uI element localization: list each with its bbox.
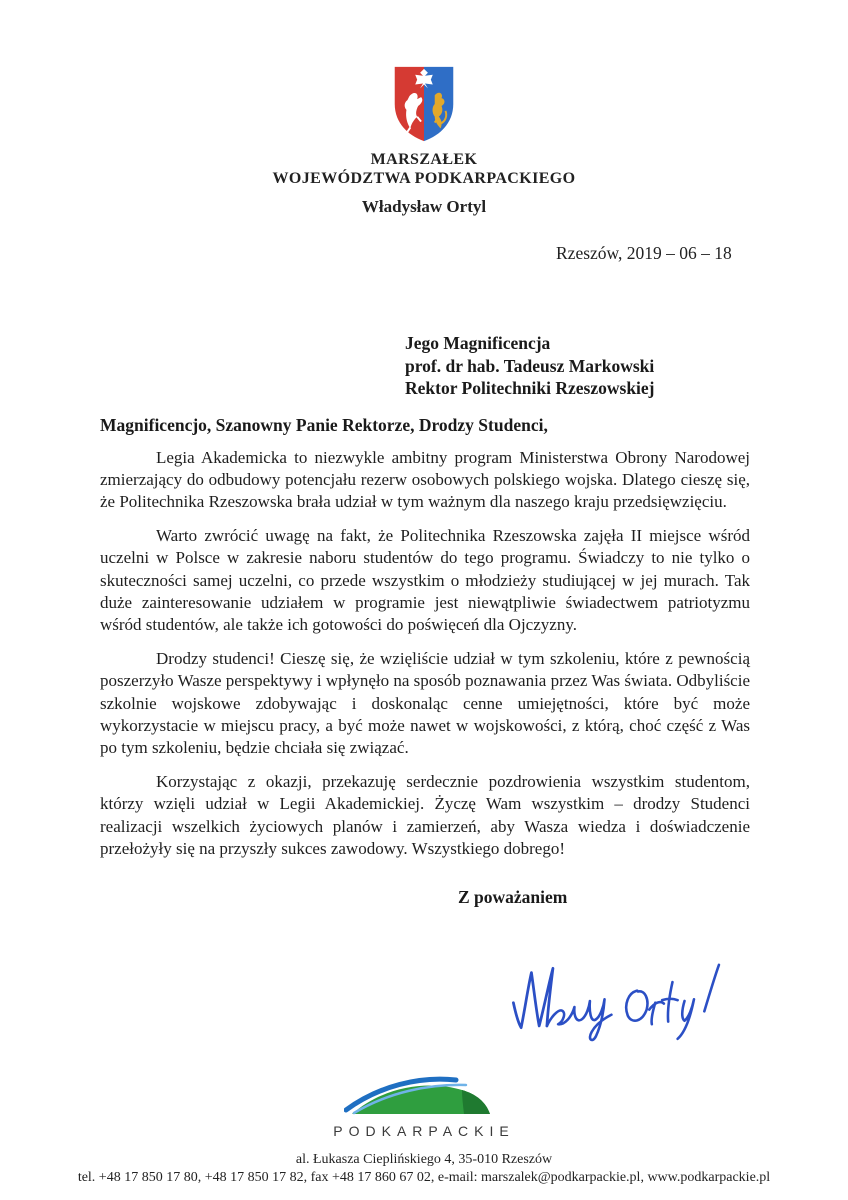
addressee-line2: prof. dr hab. Tadeusz Markowski	[405, 355, 655, 376]
letterhead-office-line2: WOJEWÓDZTWA PODKARPACKIEGO	[272, 170, 576, 187]
signature-stroke-ladyslaw	[547, 1000, 612, 1041]
addressee-block	[405, 332, 848, 400]
salutation: Magnificencjo, Szanowny Panie Rektorze, Drodzy Studenci,	[100, 414, 548, 435]
signature-stroke-ort	[626, 991, 664, 1025]
footer-address: al. Łukasza Cieplińskiego 4, 35-010 Rzeszów	[295, 1152, 553, 1168]
paragraph-1: Legia Akademicka to niezwykle ambitny program Ministerstwa Obrony Narodowej zmierzający do odbudowy potencjału rezerw osobowych polskiego wojska. Dlatego cieszę się, że Politechnika Rzeszowska brała udział w tym ważnym dla naszego kraju przedsięwzięciu.	[100, 447, 750, 512]
closing-phrase: Z poważaniem	[458, 887, 568, 908]
addressee-line1: Jego Magnificencja	[405, 333, 551, 353]
footer-logo-block	[0, 1072, 848, 1139]
addressee-line3: Rektor Politechniki Rzeszowskiej	[405, 378, 655, 398]
letterhead-marshal-name: Władysław Ortyl	[361, 197, 487, 216]
paragraph-4: Korzystając z okazji, przekazuję serdecznie pozdrowienia wszystkim studentom, którzy wzięli udział w Legii Akademickiej. Życzę Wam wszystkim – drodzy Studenci realizacji wszelkich życiowych planów i zamierzeń, aby Wasza wiedza i doświadczenie przełożyły się na przyszły sukces zawodowy. Wszystkiego dobrego!	[100, 771, 750, 858]
footer-brand-text: PODKARPACKIE	[333, 1123, 515, 1140]
date-row	[0, 243, 848, 264]
signature-block	[488, 958, 750, 1046]
letterhead	[0, 0, 848, 217]
logo-hill-shadow	[462, 1090, 490, 1114]
podkarpackie-logo-icon	[344, 1072, 504, 1122]
signature-stroke-yl-flourish	[662, 965, 719, 1039]
letterhead-office-line1: MARSZAŁEK	[370, 151, 478, 168]
paragraph-2: Warto zwrócić uwagę na fakt, że Politechnika Rzeszowska zajęła II miejsce wśród uczelni w Polsce w zakresie naboru studentów do tego programu. Świadczy to nie tylko o skuteczności samej uczelni, co przede wszystkim o młodzieży studiującej w jej murach. Tak duże zainteresowanie udziałem w programie jest niewątpliwie świadectwem patriotyzmu wśród studentów, ale także ich gotowości do poświęceń dla Ojczyzny.	[100, 525, 750, 635]
podkarpackie-coat-of-arms-icon	[390, 64, 458, 144]
signature-stroke-w	[513, 969, 553, 1028]
paragraph-3: Drodzy studenci! Cieszę się, że wzięliście udział w tym szkoleniu, które z pewnością poszerzyło Wasze perspektywy i wpłynęło na sposób poznawania przez Was świata. Odbyliście szkolnie wojskowe zdobywając i doskonaląc cenne umiejętności, które być może wykorzystacie w miejscu pracy, a być może nawet w wojskowości, z którą, choć część z Was po tym szkoleniu, będzie chciała się związać.	[100, 648, 751, 758]
footer-contacts: tel. +48 17 850 17 80, +48 17 850 17 82, fax +48 17 860 67 02, e-mail: marszalek@podkarpackie.pl, www.podkarpackie.pl	[77, 1170, 771, 1186]
date-text: Rzeszów, 2019 – 06 – 18	[556, 243, 732, 263]
letter-body	[0, 415, 848, 1047]
handwritten-signature-icon	[488, 958, 740, 1044]
footer-contact-block	[0, 1151, 848, 1187]
